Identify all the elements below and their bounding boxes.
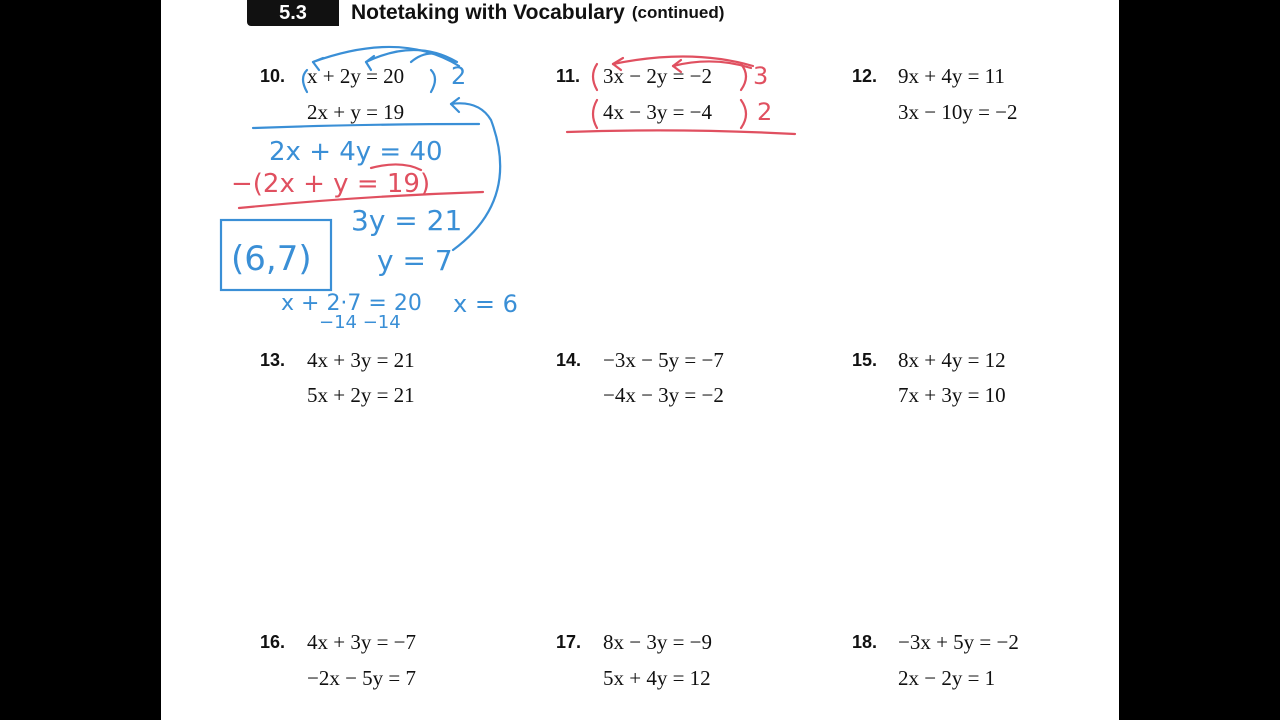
worksheet-page [161,0,1119,720]
problem-17-number: 17. [556,632,582,652]
p10-arrow-head-2 [366,56,374,70]
problem-17-eq2: 5x + 4y = 12 [603,666,711,690]
p10-step2: −(2x + y = 19) [231,169,431,199]
problem-16-eq2: −2x − 5y = 7 [307,666,417,690]
p10-arrow-arc-1 [313,47,459,66]
p10-substitute: x + 2·7 = 20 [281,291,422,316]
p11-multiplier-2: 2 [757,98,773,126]
title-continued: (continued) [631,3,725,22]
problem-14-eq2: −4x − 3y = −2 [603,383,724,407]
p10-bracket-right [431,70,435,92]
section-badge: 5.3 [247,0,339,26]
problem-12-eq2: 3x − 10y = −2 [898,100,1018,124]
problem-11-eq2: 4x − 3y = −4 [603,100,713,124]
p10-answer: (6,7) [231,239,312,279]
problem-14-number: 14. [556,350,582,370]
problem-10-number: 10. [260,66,286,86]
problem-18-number: 18. [852,632,878,652]
handwriting-overlay [161,0,1119,720]
problem-11-eq1: 3x − 2y = −2 [603,64,713,88]
title-text: Notetaking with Vocabulary [351,1,625,24]
p10-divider [253,124,479,128]
problem-17-eq1: 8x − 3y = −9 [603,630,713,654]
p10-step4: y = 7 [377,244,453,277]
p10-step3: 3y = 21 [351,204,463,237]
p11-bracket-left-1 [593,64,597,90]
problem-13-eq1: 4x + 3y = 21 [307,348,415,372]
problem-16-eq1: 4x + 3y = −7 [307,630,417,654]
problem-14-eq1: −3x − 5y = −7 [603,348,724,372]
p11-bracket-right-1 [741,64,746,90]
p11-multiplier-1: 3 [753,62,769,90]
p11-bracket-left-2 [593,100,597,128]
problem-16-number: 16. [260,632,286,652]
problem-10-eq1: x + 2y = 20 [307,64,405,88]
p10-x-value: x = 6 [453,290,518,318]
problem-10-eq2: 2x + y = 19 [307,100,405,124]
problem-13-eq2: 5x + 2y = 21 [307,383,415,407]
p10-multiplier: 2 [451,62,467,90]
problem-12-eq1: 9x + 4y = 11 [898,64,1005,88]
problem-13-number: 13. [260,350,286,370]
problem-15-number: 15. [852,350,878,370]
p11-bracket-right-2 [741,100,746,128]
problem-11-number: 11. [556,66,581,86]
p10-bracket-left [303,70,307,92]
p11-divider [567,130,795,134]
problem-12-number: 12. [852,66,878,86]
problem-18-eq1: −3x + 5y = −2 [898,630,1019,654]
p10-back-arrow-head [451,98,459,112]
problem-15-eq1: 8x + 4y = 12 [898,348,1006,372]
p10-substitute-2: −14 −14 [319,312,401,333]
problem-18-eq2: 2x − 2y = 1 [898,666,996,690]
p10-step1: 2x + 4y = 40 [269,137,443,167]
problem-15-eq2: 7x + 3y = 10 [898,383,1006,407]
